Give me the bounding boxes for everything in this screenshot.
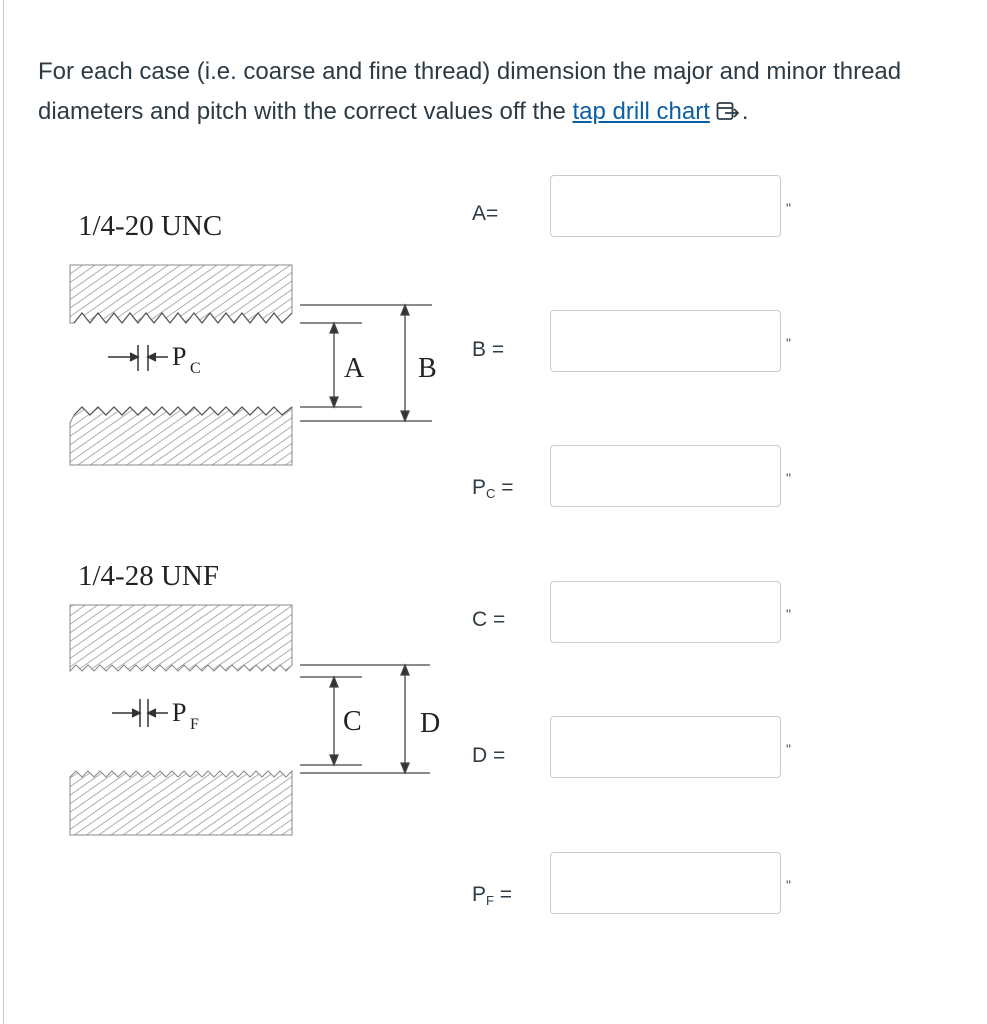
unit-d: "	[786, 741, 791, 757]
answer-c-input[interactable]	[550, 581, 781, 643]
unit-pf: "	[786, 877, 791, 893]
thread-diagram	[60, 195, 480, 865]
field-pf-label	[472, 883, 512, 908]
fine-thread-title: 1/4-28 UNF	[78, 560, 219, 592]
answer-pf-input[interactable]	[550, 852, 781, 914]
dim-b-label: B	[418, 353, 437, 384]
field-pf-tail: =	[493, 883, 513, 906]
tap-drill-chart-link[interactable]: tap drill chart	[572, 98, 710, 125]
question-text-end: .	[741, 98, 749, 125]
field-a-label: A=	[472, 202, 499, 225]
question-text: For each case (i.e. coarse and fine thread) dimension the major and minor thread diameters and pitch with the correct values off the	[38, 58, 902, 125]
field-pc-tail: =	[495, 476, 514, 499]
fine-pitch-subscript: F	[190, 716, 199, 733]
answer-b-input[interactable]	[550, 310, 781, 372]
field-pc-main: P	[472, 476, 487, 499]
fine-pitch-label: P	[172, 698, 187, 727]
field-c-label: C =	[472, 608, 506, 631]
unit-pc: "	[786, 470, 791, 486]
field-pf-main: P	[472, 883, 487, 906]
external-link-icon[interactable]	[716, 100, 742, 122]
field-pf-sub: F	[486, 893, 494, 908]
answer-d-input[interactable]	[550, 716, 781, 778]
fine-lower-hatch	[70, 771, 292, 835]
field-pc-sub: C	[486, 486, 496, 501]
answer-pc-input[interactable]	[550, 445, 781, 507]
field-pc-label	[472, 476, 514, 501]
coarse-pitch-label: P	[172, 342, 187, 371]
question-prompt	[38, 52, 958, 132]
dim-c-label: C	[343, 706, 362, 737]
coarse-thread-title: 1/4-20 UNC	[78, 210, 223, 242]
fine-upper-hatch	[70, 605, 292, 671]
dim-d-label: D	[420, 708, 441, 739]
unit-b: "	[786, 335, 791, 351]
field-d-label: D =	[472, 744, 506, 767]
answer-a-input[interactable]	[550, 175, 781, 237]
coarse-lower-hatch	[70, 407, 292, 465]
dim-a-label: A	[344, 353, 365, 384]
coarse-pitch-marker	[108, 345, 168, 371]
unit-c: "	[786, 606, 791, 622]
unit-a: "	[786, 200, 791, 216]
coarse-dimension-lines	[300, 305, 432, 421]
fine-dimension-lines	[300, 665, 430, 773]
coarse-pitch-subscript: C	[190, 360, 201, 377]
left-border	[3, 0, 4, 1024]
fine-pitch-marker	[112, 699, 168, 727]
field-b-label: B =	[472, 338, 505, 361]
coarse-upper-hatch	[70, 265, 292, 323]
